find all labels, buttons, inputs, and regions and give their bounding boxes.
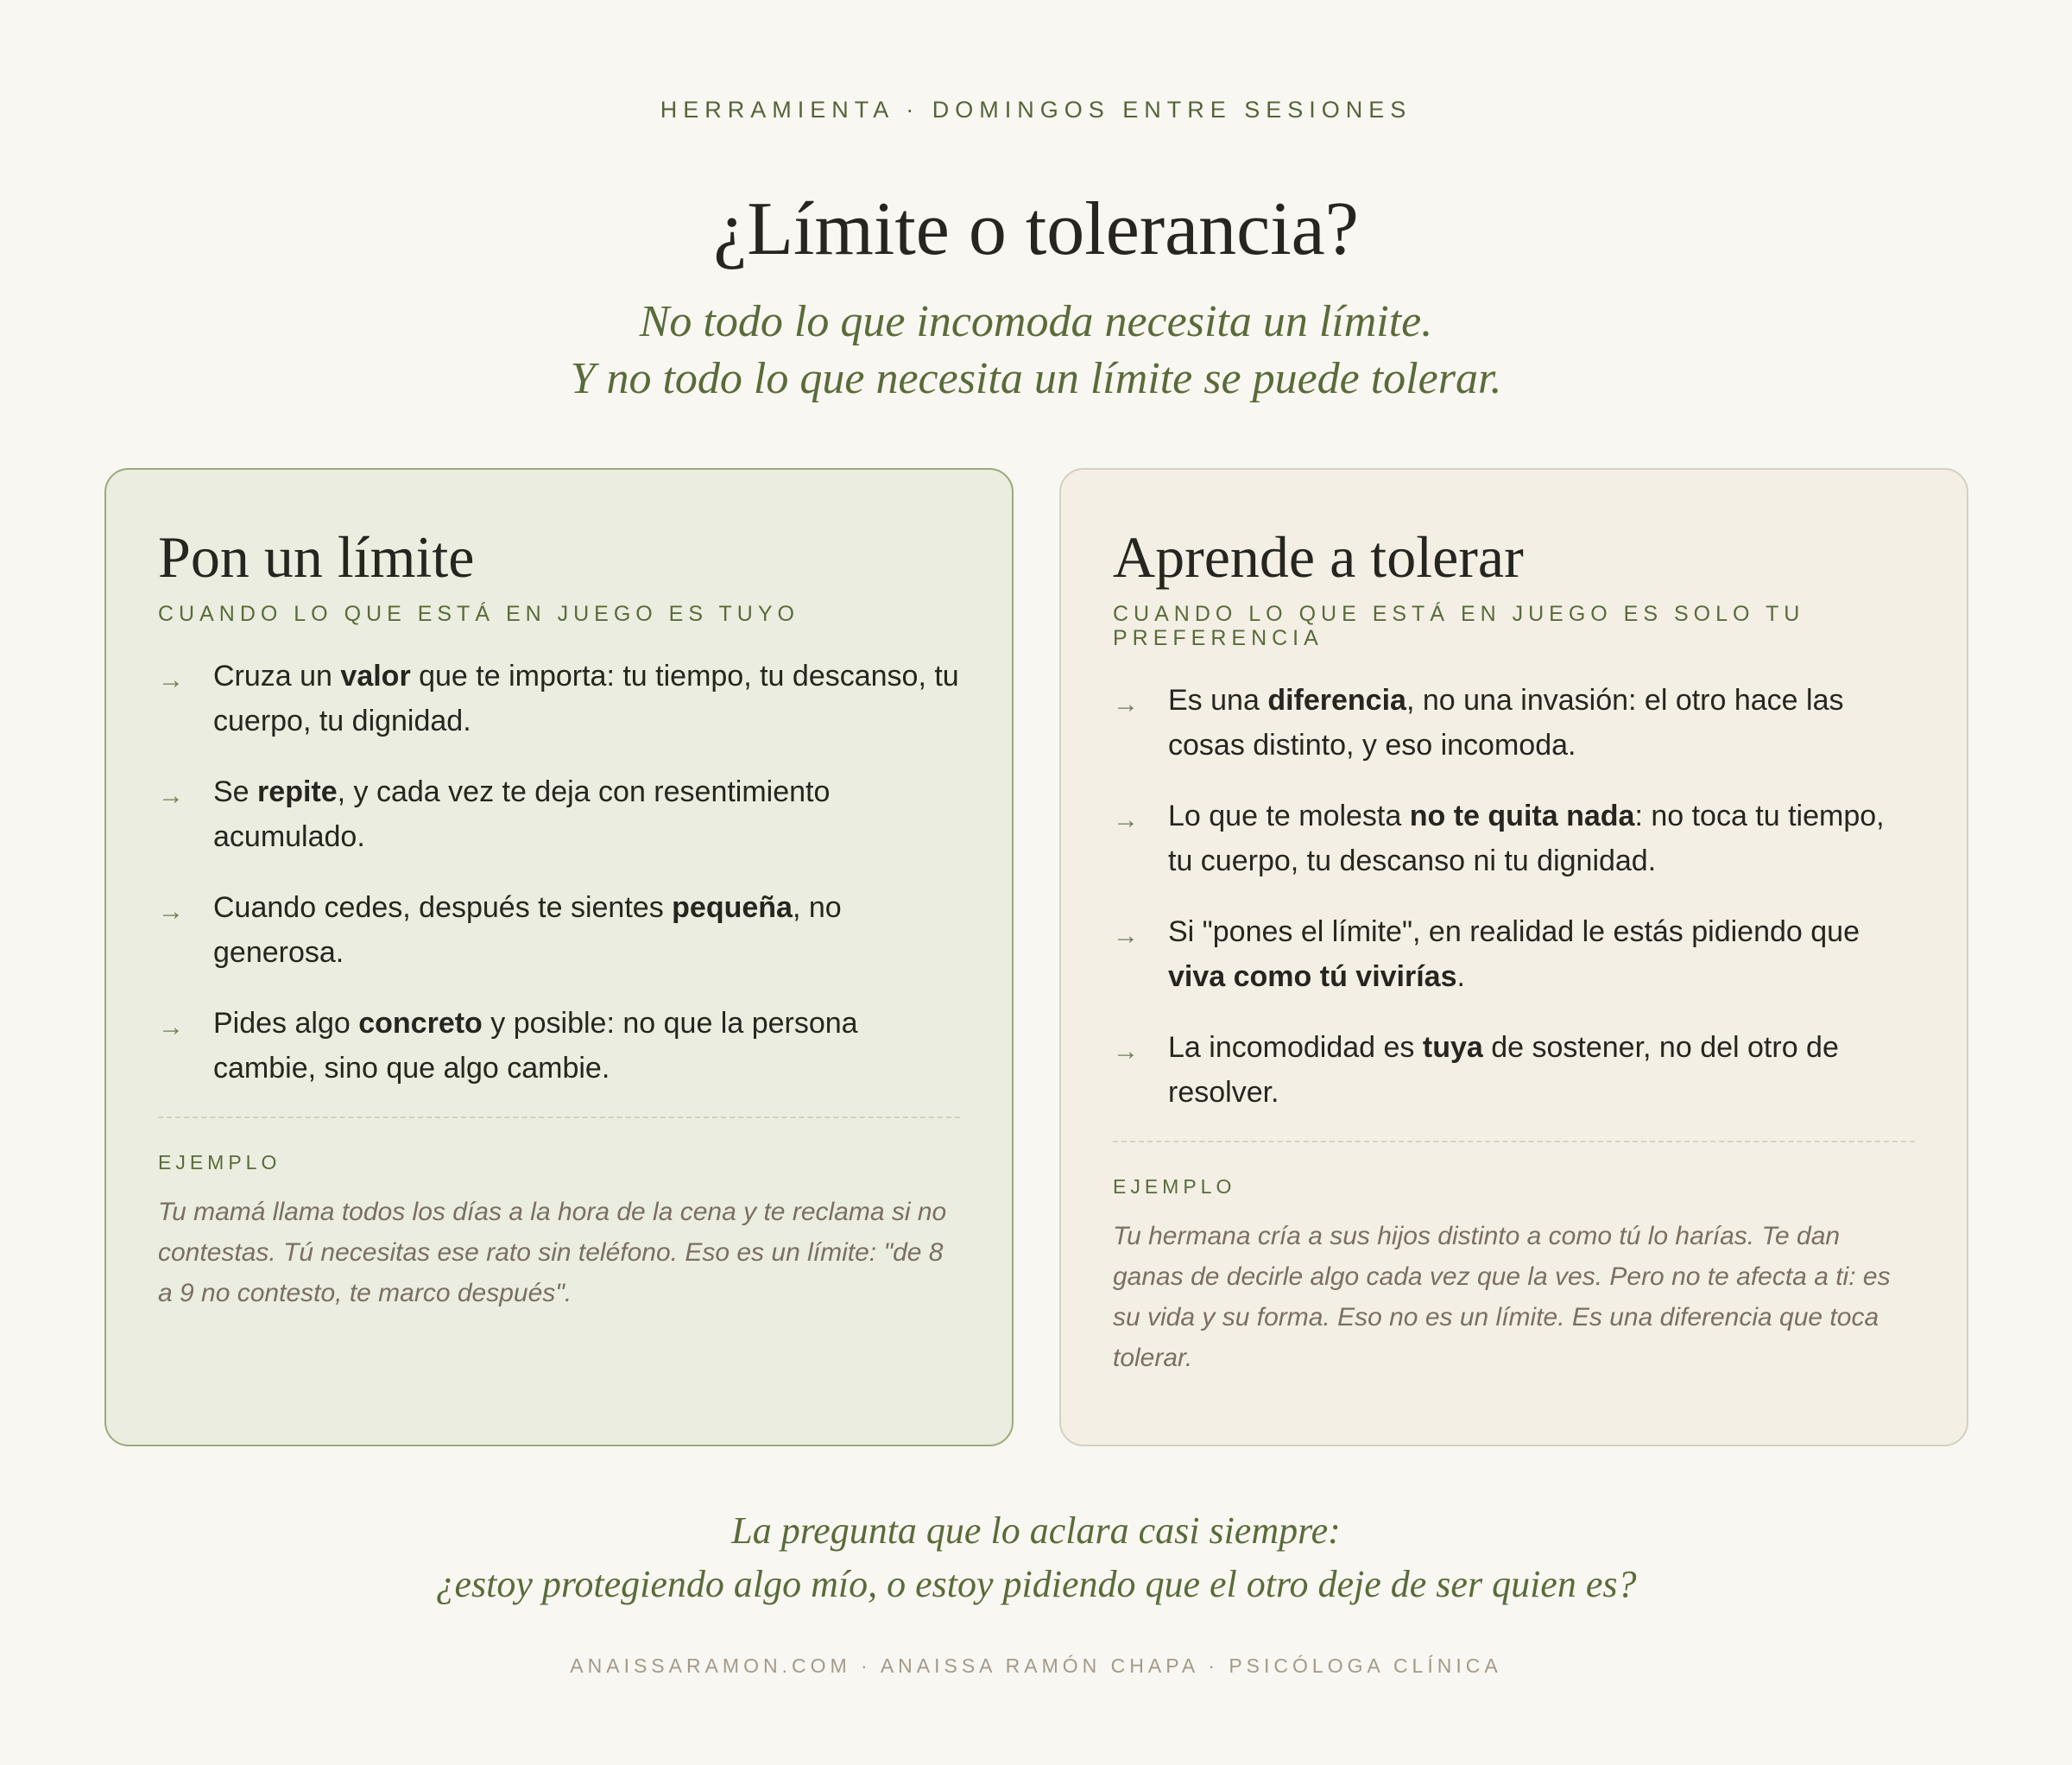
page-subtitle [0, 294, 2072, 408]
item-text: Pides algo concreto y posible: no que la persona cambie, sino que algo cambie. [213, 1006, 858, 1085]
item-emphasis: viva como tú vivirías [1168, 959, 1457, 993]
arrow-right-icon: → [158, 781, 184, 810]
eyebrow-label: HERRAMIENTA · DOMINGOS ENTRE SESIONES [660, 97, 1412, 123]
item-text: Es una diferencia, no una invasión: el otro hace las cosas distinto, y eso incomoda. [1168, 683, 1844, 762]
item-emphasis: no te quita nada [1409, 799, 1635, 832]
list-item [158, 885, 960, 975]
card-set-limit [104, 468, 1014, 1446]
card-learn-tolerate [1059, 468, 1968, 1446]
example-label: EJEMPLO [1113, 1174, 1236, 1198]
item-text: Cruza un valor que te importa: tu tiempo, tu descanso, tu cuerpo, tu dignidad. [213, 659, 959, 737]
example-text: Tu mamá llama todos los días a la hora de la cena y te reclama si no contestas. Tú necesitas ese rato sin teléfono. Eso es un límite: "de 8 a 9 no contesto, te marco después". [158, 1197, 947, 1307]
criteria-list [1113, 678, 1915, 1115]
example-label: EJEMPLO [158, 1150, 281, 1174]
item-emphasis: valor [340, 659, 411, 693]
criteria-list [158, 654, 960, 1091]
card-title: Aprende a tolerar [1113, 524, 1524, 590]
closing-line-2: ¿estoy protegiendo algo mío, o estoy pidiendo que el otro deje de ser quien es? [435, 1563, 1637, 1605]
arrow-right-icon: → [158, 1012, 184, 1041]
arrow-right-icon: → [1113, 1036, 1139, 1066]
arrow-right-icon: → [1113, 689, 1139, 718]
subtitle-line-2: Y no todo lo que necesita un límite se puede tolerar. [570, 354, 1502, 403]
item-emphasis: repite [257, 775, 338, 808]
item-text: Cuando cedes, después te sientes pequeña, no generosa. [213, 890, 842, 969]
list-item [1113, 1025, 1915, 1115]
item-text: La incomodidad es tuya de sostener, no del otro de resolver. [1168, 1030, 1839, 1109]
list-item [158, 769, 960, 859]
divider [1113, 1141, 1915, 1142]
divider [158, 1117, 960, 1118]
card-subtitle: CUANDO LO QUE ESTÁ EN JUEGO ES TUYO [158, 601, 799, 626]
arrow-right-icon: → [158, 896, 184, 926]
card-subtitle: CUANDO LO QUE ESTÁ EN JUEGO ES SOLO TU PREFERENCIA [1113, 601, 1805, 650]
item-emphasis: tuya [1422, 1030, 1483, 1064]
item-text: Se repite, y cada vez te deja con resentimiento acumulado. [213, 775, 831, 853]
item-emphasis: concreto [358, 1006, 483, 1040]
footer-credit: ANAISSARAMON.COM · ANAISSA RAMÓN CHAPA · PSICÓLOGA CLÍNICA [570, 1654, 1502, 1677]
list-item [1113, 909, 1915, 999]
closing-line-1: La pregunta que lo aclara casi siempre: [731, 1509, 1341, 1552]
list-item [1113, 794, 1915, 883]
item-text: Lo que te molesta no te quita nada: no toca tu tiempo, tu cuerpo, tu descanso ni tu dignidad. [1168, 799, 1885, 877]
item-text: Si "pones el límite", en realidad le estás pidiendo que viva como tú vivirías. [1168, 914, 1860, 993]
card-title: Pon un límite [158, 524, 475, 590]
list-item [158, 654, 960, 743]
item-emphasis: diferencia [1267, 683, 1406, 717]
list-item [1113, 678, 1915, 768]
closing-question [0, 1504, 2072, 1611]
page-title: ¿Límite o tolerancia? [713, 187, 1359, 271]
arrow-right-icon: → [158, 665, 184, 694]
item-emphasis: pequeña [672, 890, 793, 924]
list-item [158, 1001, 960, 1091]
subtitle-line-1: No todo lo que incomoda necesita un límite. [639, 297, 1433, 346]
arrow-right-icon: → [1113, 920, 1139, 950]
arrow-right-icon: → [1113, 805, 1139, 834]
example-text: Tu hermana cría a sus hijos distinto a como tú lo harías. Te dan ganas de decirle algo cada vez que la ves. Pero no te afecta a ti: es su vida y su forma. Eso no es un límite. Es una diferencia que toca tolerar. [1113, 1221, 1891, 1372]
